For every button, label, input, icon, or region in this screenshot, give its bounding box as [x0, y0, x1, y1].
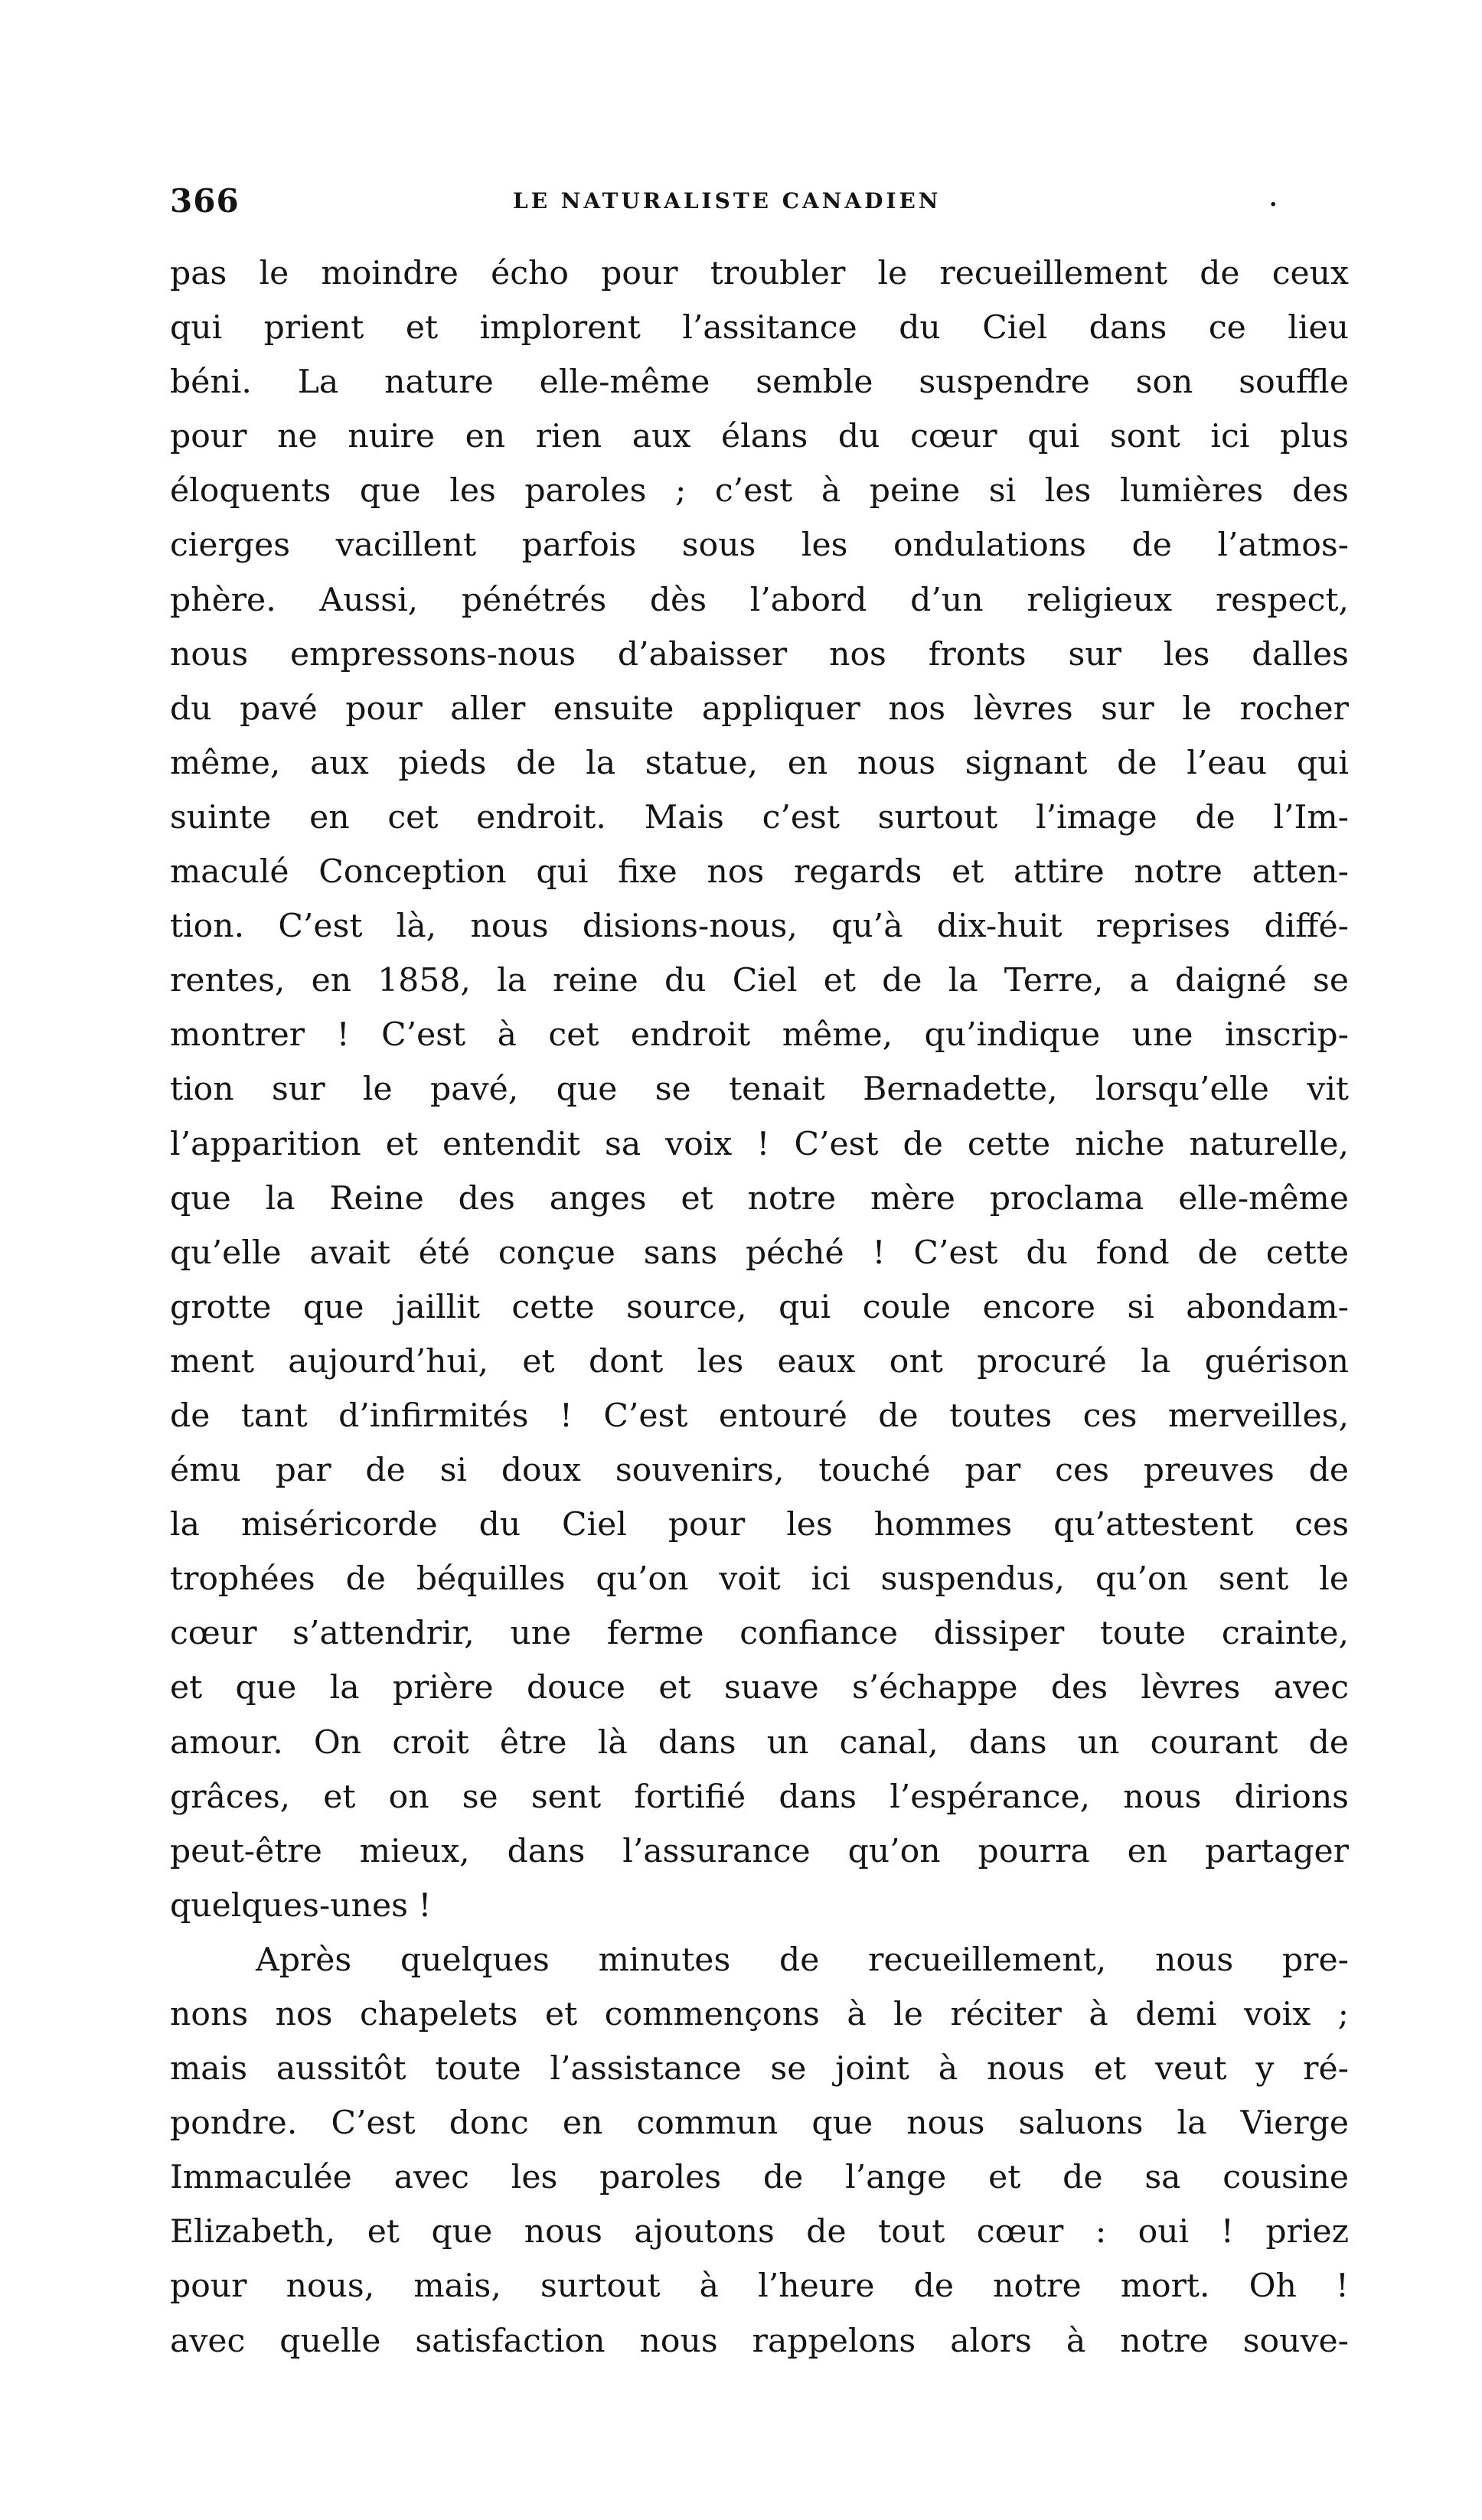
text-line: pour ne nuire en rien aux élans du cœur qui sont ici plus — [170, 418, 1349, 456]
body-text — [170, 246, 1349, 2368]
paragraph-2 — [170, 1933, 1349, 2368]
text-line: maculé Conception qui fixe nos regards et attire notre atten- — [170, 853, 1349, 892]
text-line: Elizabeth, et que nous ajoutons de tout cœur : oui ! priez — [170, 2213, 1349, 2251]
text-line: Immaculée avec les paroles de l’ange et de sa cousine — [170, 2159, 1349, 2197]
text-line: pondre. C’est donc en commun que nous saluons la Vierge — [170, 2104, 1349, 2143]
text-line: du pavé pour aller ensuite appliquer nos lèvres sur le rocher — [170, 689, 1349, 728]
text-line: tion. C’est là, nous disions-nous, qu’à dix-huit reprises diffé- — [170, 908, 1349, 946]
text-line: pas le moindre écho pour troubler le recueillement de ceux — [170, 255, 1349, 292]
text-line: qu’elle avait été conçue sans péché ! C’est du fond de cette — [170, 1234, 1349, 1272]
text-line: amour. On croit être là dans un canal, dans un courant de — [170, 1723, 1349, 1762]
text-line: cœur s’attendrir, une ferme confiance dissiper toute crainte, — [170, 1615, 1349, 1653]
text-line: ému par de si doux souvenirs, touché par ces preuves de — [170, 1452, 1349, 1490]
text-line: nons nos chapelets et commençons à le réciter à demi voix ; — [170, 1996, 1349, 2033]
text-line: que la Reine des anges et notre mère proclama elle-même — [170, 1179, 1349, 1218]
text-line: l’apparition et entendit sa voix ! C’est de cette niche naturelle, — [170, 1125, 1349, 1163]
text-line: rentes, en 1858, la reine du Ciel et de la Terre, a daigné se — [170, 962, 1349, 1000]
text-line: et que la prière douce et suave s’échappe des lèvres avec — [170, 1669, 1349, 1707]
paragraph-1 — [170, 246, 1349, 1933]
text-line: ment aujourd’hui, et dont les eaux ont procuré la guérison — [170, 1342, 1349, 1381]
text-line: la miséricorde du Ciel pour les hommes qu’attestent ces — [170, 1506, 1349, 1544]
text-line: qui prient et implorent l’assitance du Ciel dans ce lieu — [170, 309, 1349, 347]
text-line: tion sur le pavé, que se tenait Bernadette, lorsqu’elle vit — [170, 1071, 1349, 1109]
text-line: peut-être mieux, dans l’assurance qu’on pourra en partager — [170, 1832, 1349, 1870]
text-line: même, aux pieds de la statue, en nous signant de l’eau qui — [170, 744, 1349, 782]
text-line: grâces, et on se sent fortifié dans l’espérance, nous dirions — [170, 1778, 1349, 1816]
text-line: de tant d’infirmités ! C’est entouré de toutes ces merveilles, — [170, 1397, 1349, 1435]
text-line: phère. Aussi, pénétrés dès l’abord d’un religieux respect, — [170, 581, 1349, 619]
text-line: nous empressons-nous d’abaisser nos fronts sur les dalles — [170, 635, 1349, 673]
text-line: éloquents que les paroles ; c’est à peine si les lumières des — [170, 472, 1349, 510]
text-line: grotte que jaillit cette source, qui coule encore si abondam- — [170, 1288, 1349, 1326]
text-line: trophées de béquilles qu’on voit ici suspendus, qu’on sent le — [170, 1560, 1349, 1599]
journal-title: LE NATURALISTE CANADIEN — [513, 188, 942, 214]
text-line: cierges vacillent parfois sous les ondulations de l’atmos- — [170, 526, 1349, 565]
page-number: 366 — [170, 182, 240, 220]
text-line: avec quelle satisfaction nous rappelons alors à notre souve- — [170, 2322, 1349, 2360]
text-line: quelques-unes ! — [170, 1886, 432, 1925]
text-line: montrer ! C’est à cet endroit même, qu’indique une inscrip- — [170, 1016, 1349, 1055]
text-line: béni. La nature elle-même semble suspendre son souffle — [170, 363, 1349, 402]
text-line: pour nous, mais, surtout à l’heure de notre mort. Oh ! — [170, 2267, 1349, 2306]
text-line: Après quelques minutes de recueillement, nous pre- — [256, 1941, 1349, 1979]
text-line: mais aussitôt toute l’assistance se joint à nous et veut y ré- — [170, 2050, 1349, 2088]
running-head — [170, 182, 1349, 228]
header-mark: . — [1269, 185, 1278, 212]
text-line: suinte en cet endroit. Mais c’est surtout l’image de l’Im- — [170, 798, 1349, 836]
